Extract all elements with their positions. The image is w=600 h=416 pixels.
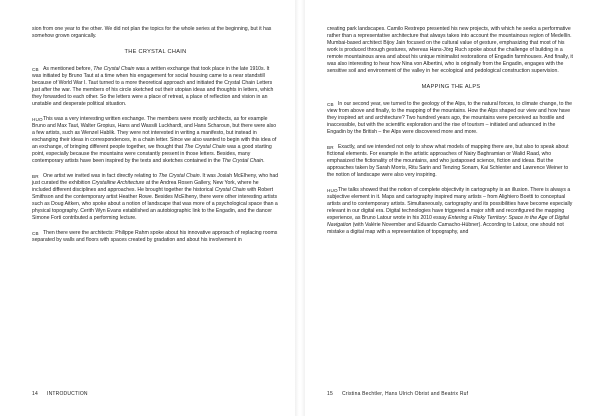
- section-heading-crystal-chain: THE CRYSTAL CHAIN: [124, 49, 187, 55]
- page-number: 15: [327, 391, 333, 397]
- dialogue-paragraph-cb-2: [32, 230, 279, 244]
- book-title: The Crystal Chain: [93, 66, 135, 72]
- speaker-tag: CB: [327, 102, 334, 107]
- running-footer: INTRODUCTION: [47, 391, 88, 397]
- speaker-tag: CB: [32, 231, 39, 236]
- book-title: Crystal Chain: [214, 187, 246, 193]
- left-text-column: [32, 26, 279, 252]
- speaker-tag: HUO: [32, 117, 43, 122]
- paragraph-text: Then there were the architects: Philippe Rahm spoke about his innovative approach of replacing rooms separated by walls and floors with spaces created by gradation and about his involvement in: [32, 230, 278, 243]
- running-footer: Cristina Bechtler, Hans Ulrich Obrist and Beatrix Ruf: [342, 391, 469, 397]
- dialogue-paragraph-huo-1: [32, 116, 279, 165]
- left-opening-paragraph: sion from one year to the other. We did not plan the topics for the whole series at the beginning, but it has somehow grown organically.: [32, 26, 272, 39]
- paragraph-text: As mentioned before, The Crystal Chain was a written exchange that took place in the late 1910s. It was initiated by Bruno Taut at a time when his engagement for social housing came to a near standstill because of World War I. Taut turned to a more theoretical approach and initiated the Crystal Chain Letters just after the war. The members of his circle sketched out their utopian ideas and thoughts in letters, which they forwarded to each other. So the letters were a place of retreat, a place of reflection and vision in an unstable and desperate political situation.: [32, 66, 274, 107]
- essay-title: Entering a Risky Territory: Space in the Age of Digital Navigation: [327, 215, 569, 228]
- left-page: [0, 0, 295, 416]
- book-title: The Crystal Chain: [158, 173, 200, 179]
- book-gutter: [295, 0, 305, 416]
- right-page: [305, 0, 600, 416]
- paragraph-text: One artist we invited was in fact directly relating to The Crystal Chain. It was Josiah McElheny, who had just curated the exhibition Crystalline Architecture at the Andrea Rosen Gallery, New York, where he included different disciplines and approaches. He brought together the historical Crystal Chain with Robert Smithson and the contemporary artist Heather Rowe. Besides McElheny, there were other interesting artists such as Doug Aitken, who spoke about a notion of landscape that was more of a psychological space than a physical topography. Cerith Wyn Evans established an autobiographic link to the Engadin, and the dancer Simone Forti contributed a performing lecture.: [32, 173, 279, 221]
- dialogue-paragraph-cb-3: [327, 101, 575, 136]
- paragraph-text: This was a very interesting written exchange. The members were mostly architects, as for example Bruno and Max Taut, Walter Gropius, Hans and Wassili Luckhardt, and Hans Scharoun, but there were also a few artists, such as Wenzel Hablik. They were not interested in writing a manifesto, but instead in exchanging their ideas in correspondences, in a chain letter. Since we also wanted to begin with this idea of an exchange, of bringing different people together, we thought that The Crystal Chain was a good starting point, especially because the mountains were constantly present in those letters. Besides, many contemporary artists have been inspired by the texts and sketches contained in the The Crystal Chain.: [32, 116, 277, 164]
- speaker-tag: BR: [32, 174, 39, 179]
- speaker-tag: CB: [32, 67, 39, 72]
- right-text-column: [327, 26, 575, 244]
- section-heading-mapping-the-alps: MAPPING THE ALPS: [421, 84, 481, 90]
- speaker-tag: BR: [327, 145, 334, 150]
- paragraph-text: Exactly, and we intended not only to show what models of mapping there are, but also to speak about fictional elements. For example in the artistic approaches of Nairy Baghramian or Walid Raad, who emphasized the fictionality of the mountains, and who juxtaposed science, fiction and ideas. But the approaches taken by Sarah Morris, Ritu Sarin and Tenzing Sonam, Kai Schlenter and Lawrence Weiner to the notion of landscape were also very inspiring.: [327, 144, 569, 178]
- right-opening-paragraph: creating park landscapes. Camilo Restrepo presented his new projects, with which he seeks a performative rather than a representative architecture that always takes into account the mountainous region of Medellín. Mumbai-based architect Bijoy Jain focused on the cultural value of gesture, emphasizing that most of his work is produced through gestures, whereas Hans-Jörg Ruch spoke about the challenge of building in a remote mountainous area and about his unique minimalist restorations of Engadin farmhouses. And finally, it was also interesting to hear how Nina von Albertini, who is originally from the Engadin, engages with the sensitive soil and environment of the valley in her ecological and pedological construction supervision.: [327, 26, 573, 74]
- page-number: 14: [32, 391, 38, 397]
- paragraph-text: In our second year, we turned to the geology of the Alps, to the natural forces, to climate change, to the view from above and finally, to the mapping of the mountains. How the Alps shaped our view and how have they inspired art and architecture? Two hundred years ago, the mountains were perceived as hostile and inaccessible, but with the scientific exploration and the rise of tourism – initiated and advanced in the Engadin by the British – the Alps were discovered more and more.: [327, 101, 573, 135]
- book-title: The Crystal Chain: [184, 144, 226, 150]
- dialogue-paragraph-cb-1: [32, 66, 279, 108]
- dialogue-paragraph-huo-2: [327, 187, 575, 236]
- paragraph-text: The talks showed that the notion of complete objectivity in cartography is an illusion. There is always a subjective element in it. Maps and cartography inspired many artists – from Alighiero Boetti to conceptual artists and to contemporary artists. Simultaneously, cartography and its possibilities have become especially relevant in our digital era. Digital technologies have triggered a major shift and reconfigured the mapping experience, as Bruno Latour wrote in his 2010 essay Entering a Risky Territory: Space in the Age of Digital Navigation (with Valérie November and Eduardo Camacho-Hübner). According to Latour, one should not mistake a digital map with a representation of topography, and: [327, 187, 573, 235]
- speaker-tag: HUO: [327, 188, 338, 193]
- dialogue-paragraph-br-2: [327, 144, 575, 179]
- book-title: The Crystal Chain: [222, 158, 264, 164]
- exhibition-title: Crystalline Architecture: [91, 180, 145, 186]
- dialogue-paragraph-br-1: [32, 173, 279, 222]
